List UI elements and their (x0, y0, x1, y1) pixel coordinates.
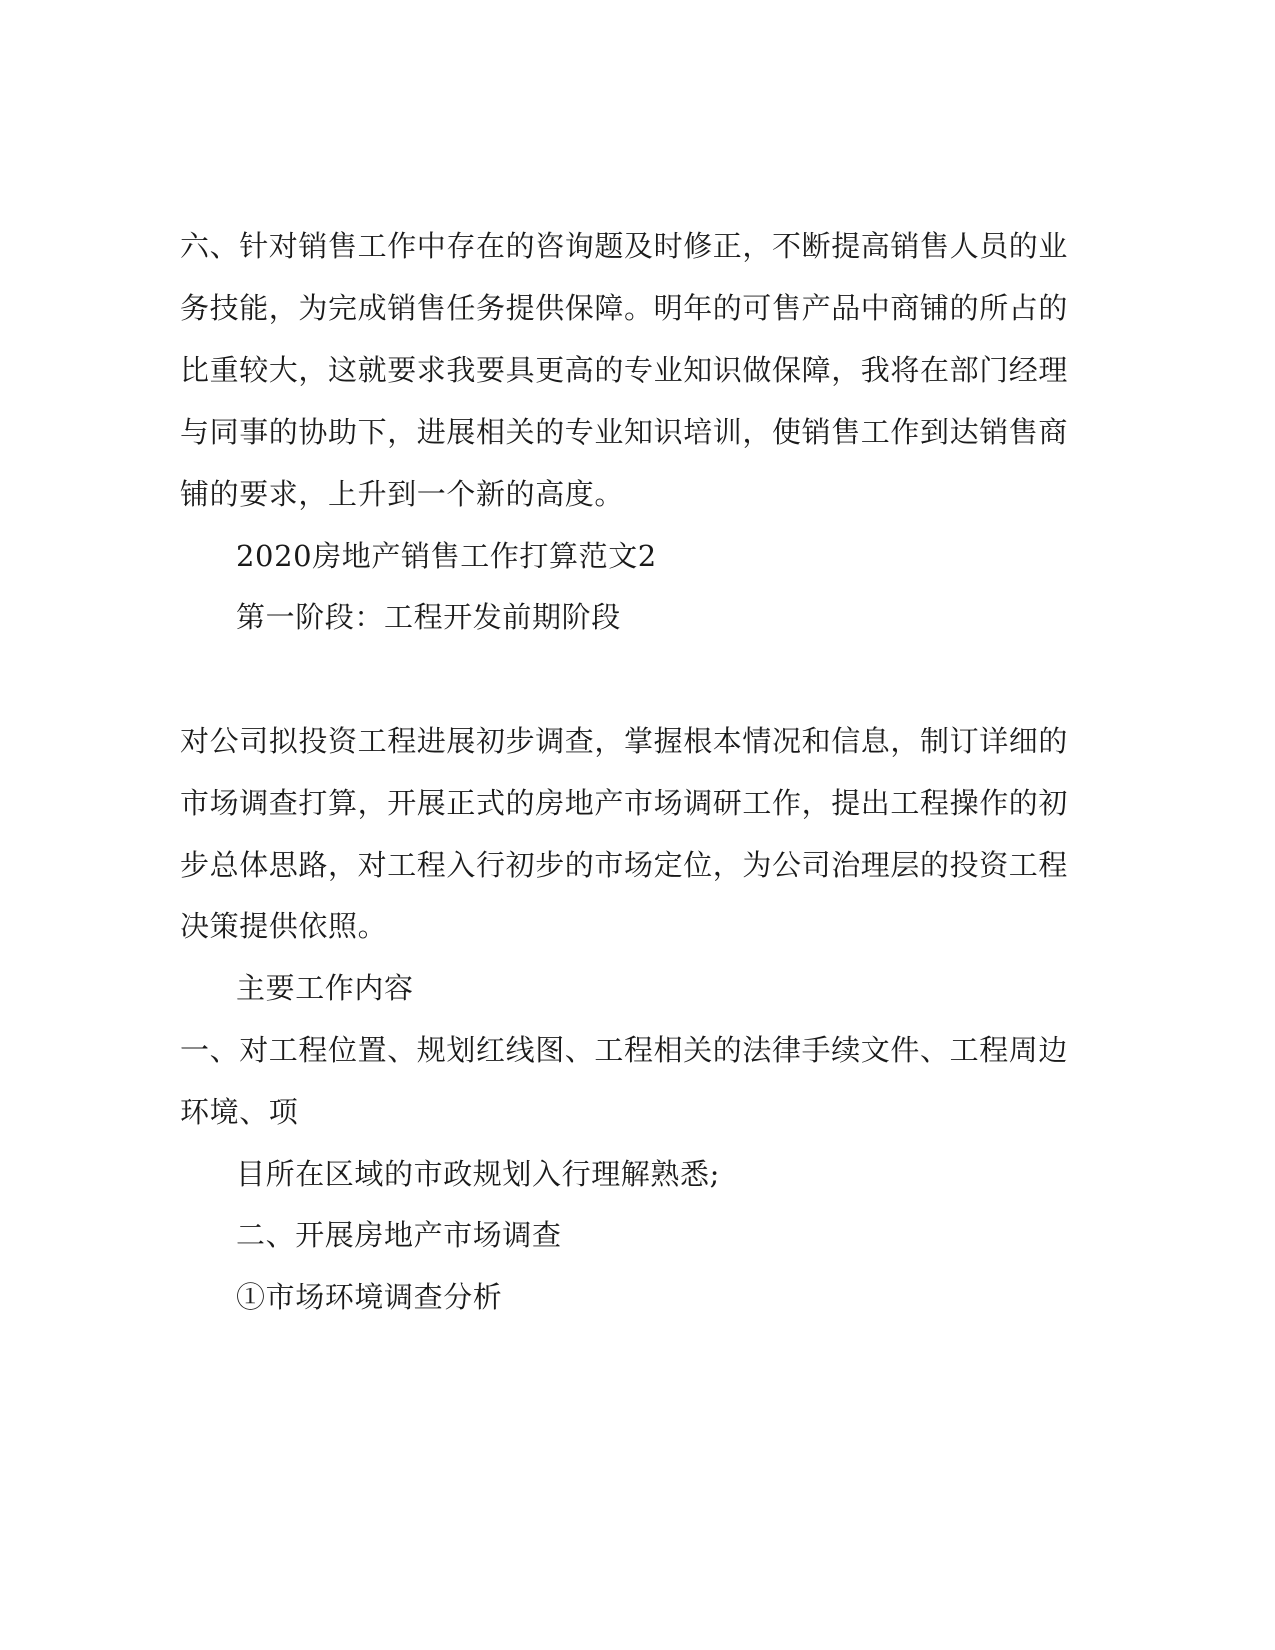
subheading: 主要工作内容 (236, 971, 414, 1005)
paragraph-line: 务技能，为完成销售任务提供保障。明年的可售产品中商铺的所占的 (180, 291, 1069, 325)
paragraph-line: 对公司拟投资工程进展初步调查，掌握根本情况和信息，制订详细的 (180, 724, 1069, 758)
paragraph-line: 六、针对销售工作中存在的咨询题及时修正，不断提高销售人员的业 (180, 229, 1069, 263)
paragraph-line: 步总体思路，对工程入行初步的市场定位，为公司治理层的投资工程 (180, 848, 1069, 882)
section-title: 2020房地产销售工作打算范文2 (236, 539, 657, 573)
paragraph-line: 铺的要求，上升到一个新的高度。 (180, 477, 625, 511)
paragraph-line: 市场调查打算，开展正式的房地产市场调研工作，提出工程操作的初 (180, 786, 1069, 820)
list-item: ①市场环境调查分析 (236, 1280, 503, 1314)
list-item-continuation: 环境、项 (180, 1095, 299, 1129)
list-item: 二、开展房地产市场调查 (236, 1218, 562, 1252)
list-item: 一、对工程位置、规划红线图、工程相关的法律手续文件、工程周边 (180, 1033, 1069, 1067)
list-item-continuation: 目所在区域的市政规划入行理解熟悉; (236, 1157, 720, 1191)
paragraph-line: 比重较大，这就要求我要具更高的专业知识做保障，我将在部门经理 (180, 353, 1069, 387)
paragraph-line: 决策提供依照。 (180, 909, 388, 943)
paragraph-line: 与同事的协助下，进展相关的专业知识培训，使销售工作到达销售商 (180, 415, 1069, 449)
section-heading: 第一阶段：工程开发前期阶段 (236, 600, 621, 634)
